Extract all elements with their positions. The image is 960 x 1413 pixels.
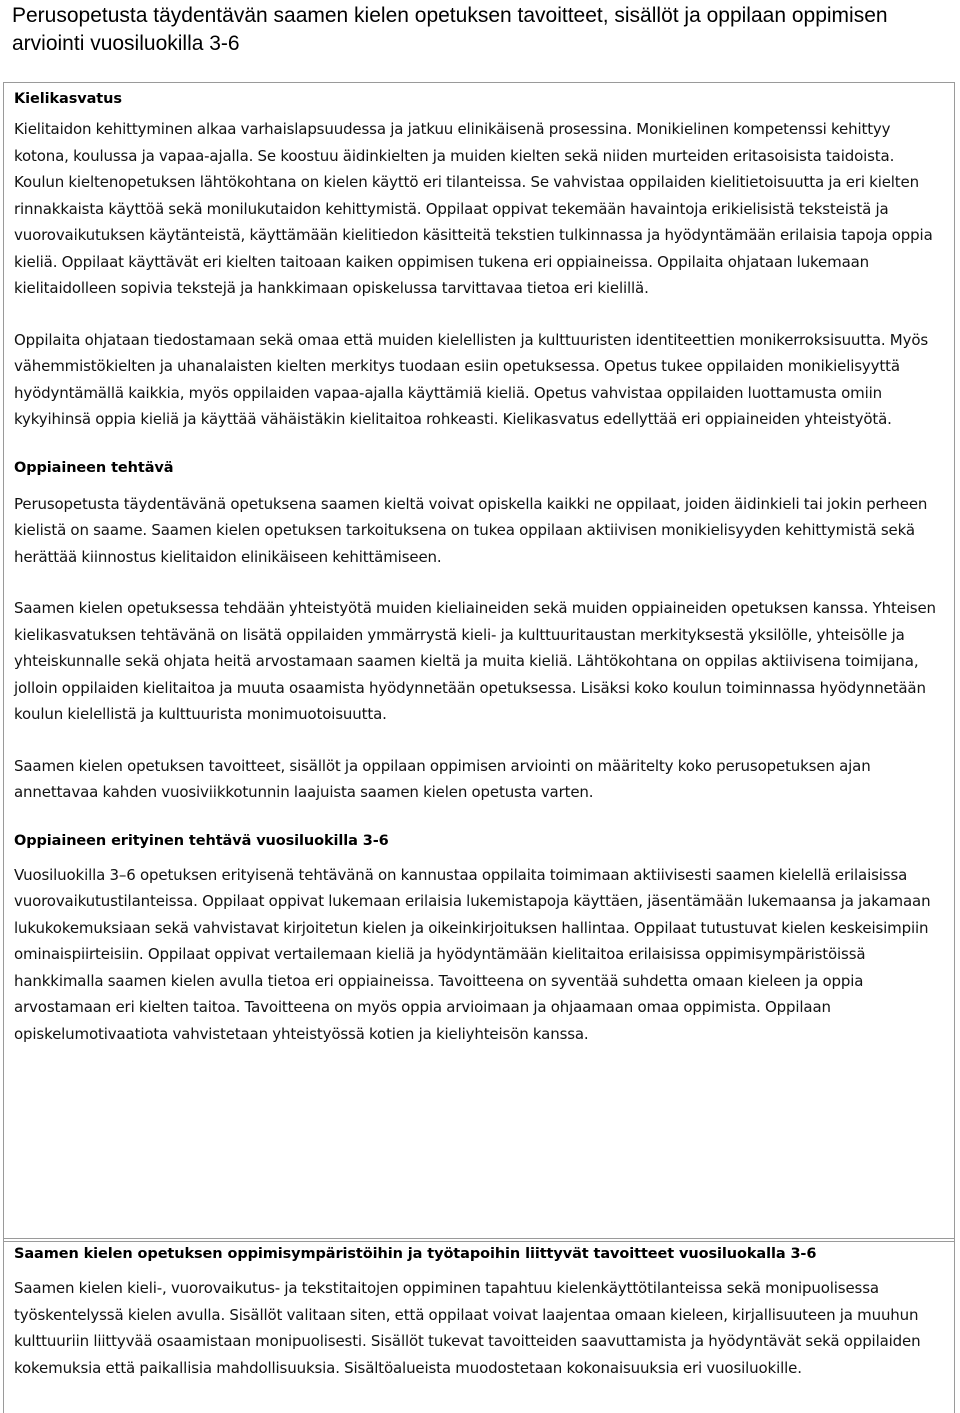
section-heading-erityinen-tehtava: Oppiaineen erityinen tehtävä vuosiluokilla 3-6: [14, 832, 389, 849]
paragraph-oppiaineen-tehtava-1: Perusopetusta täydentävänä opetuksena saamen kieltä voivat opiskella kaikki ne oppilaat, joiden äidinkieli tai jokin perheen kielistä on saame. Saamen kielen opetuksen tarkoituksena on tukea oppilaan aktiivisen monikielisyyden kehittymistä sekä herättää kiinnostus kielitaidon elinikäiseen kehittämiseen.: [14, 494, 928, 566]
paragraph-oppiaineen-tehtava-2: Saamen kielen opetuksessa tehdään yhteistyötä muiden kieliaineiden sekä muiden oppiaineiden opetuksen kanssa. Yhteisen kielikasvatuksen tehtävänä on lisätä oppilaiden ymmärrystä kieli- ja kulttuuritaustan merkityksestä yksilölle, yhteisölle ja yhteiskunnalle sekä ohjata heitä arvostamaan saamen kieltä ja muita kieliä. Lähtökohtana on oppilas aktiivisena toimijana, jolloin oppilaiden kielitaitoa ja muuta osaamista hyödynnetään opetuksessa. Lisäksi koko koulun toiminnassa hyödynnetään koulun kielellistä ja kulttuurista monimuotoisuutta.: [14, 599, 936, 723]
section-heading-oppiaineen-tehtava: Oppiaineen tehtävä: [14, 459, 174, 476]
content-box-main: [3, 82, 955, 1242]
section-heading-oppimisymparistot: Saamen kielen opetuksen oppimisympäristöihin ja työtapoihin liittyvät tavoitteet vuosiluokalla 3-6: [14, 1246, 817, 1262]
document-title: Perusopetusta täydentävän saamen kielen opetuksen tavoitteet, sisällöt ja oppilaan oppimisen arviointi vuosiluokilla 3-6: [12, 4, 888, 55]
section-heading-kielikasvatus: Kielikasvatus: [14, 91, 122, 107]
paragraph-oppimisymparistot-1: Saamen kielen kieli-, vuorovaikutus- ja tekstitaitojen oppiminen tapahtuu kielenkäyttötilanteissa sekä monipuolisessa työskentelyssä kielen avulla. Sisällöt valitaan siten, että oppilaat voivat laajentaa omaan kieleen, kirjallisuuteen ja muuhun kulttuuriin liittyvää osaamistaan monipuolisesti. Sisällöt tukevat tavoitteiden saavuttamista ja hyödyntävät sekä oppilaiden kokemuksia että paikallisia mahdollisuuksia. Sisältöalueista muodostetaan kokonaisuuksia eri vuosiluokille.: [14, 1279, 921, 1377]
paragraph-kielikasvatus-1: Kielitaidon kehittyminen alkaa varhaislapsuudessa ja jatkuu elinikäisenä prosessina. Monikielinen kompetenssi kehittyy kotona, koulussa ja vapaa-ajalla. Se koostuu äidinkielten ja muiden kielten sekä niiden murteiden eritasoisista taidoista. Koulun kieltenopetuksen lähtökohtana on kielen käyttö eri tilanteissa. Se vahvistaa oppilaiden kielitietoisuutta ja eri kielten rinnakkaista käyttöä sekä monilukutaidon kehittymistä. Oppilaat oppivat tekemään havaintoja erikielisistä teksteistä ja vuorovaikutuksen käytänteistä, käyttämään kielitiedon käsitteitä tekstien tulkinnassa ja hyödyntämään erilaisia tapoja oppia kieliä. Oppilaat käyttävät eri kielten taitoaan kaiken oppimisen tukena eri oppiaineissa. Oppilaita ohjataan lukemaan kielitaidolleen sopivia tekstejä ja hankkimaan opiskelussa tarvittavaa tietoa eri kielillä.: [14, 120, 933, 297]
content-box-secondary: [3, 1238, 955, 1413]
paragraph-kielikasvatus-2: Oppilaita ohjataan tiedostamaan sekä omaa että muiden kielellisten ja kulttuuristen identiteettien monikerroksisuutta. Myös vähemmistökielten ja uhanalaisten kielten merkitys tuodaan esiin opetuksessa. Opetus tukee oppilaiden monikielisyyttä hyödyntämällä kaikkia, myös oppilaiden vapaa-ajalla käyttämiä kieliä. Opetus vahvistaa oppilaiden luottamusta omiin kykyihinsä oppia kieliä ja käyttää vähäistäkin kielitaitoa rohkeasti. Kielikasvatus edellyttää eri oppiaineiden yhteistyötä.: [14, 330, 929, 428]
paragraph-oppiaineen-tehtava-3: Saamen kielen opetuksen tavoitteet, sisällöt ja oppilaan oppimisen arviointi on määritelty koko perusopetuksen ajan annettavaa kahden vuosiviikkotunnin laajuista saamen kielen opetusta varten.: [14, 756, 871, 801]
paragraph-erityinen-tehtava-1: Vuosiluokilla 3–6 opetuksen erityisenä tehtävänä on kannustaa oppilaita toimimaan aktiivisesti saamen kielellä erilaisissa vuorovaikutustilanteissa. Oppilaat oppivat lukemaan erilaisia lukemistapoja käyttäen, jäsentämään lukemaansa ja jakamaan lukukokemuksiaan sekä vahvistavat kirjoitetun kielen ja oikeinkirjoituksen hallintaa. Oppilaat tutustuvat kielen keskeisimpiin ominaispiirteisiin. Oppilaat oppivat vertailemaan kieliä ja hyödyntämään kielitaitoa erilaisissa oppimisympäristöissä hankkimalla saamen kielen avulla tietoa eri oppiaineissa. Tavoitteena on syventää suhdetta omaan kieleen ja oppia arvostamaan eri kielten taitoa. Tavoitteena on myös oppia arvioimaan ja ohjaamaan omaa oppimista. Oppilaan opiskelumotivaatiota vahvistetaan yhteistyössä kotien ja kieliyhteisön kanssa.: [14, 865, 931, 1043]
